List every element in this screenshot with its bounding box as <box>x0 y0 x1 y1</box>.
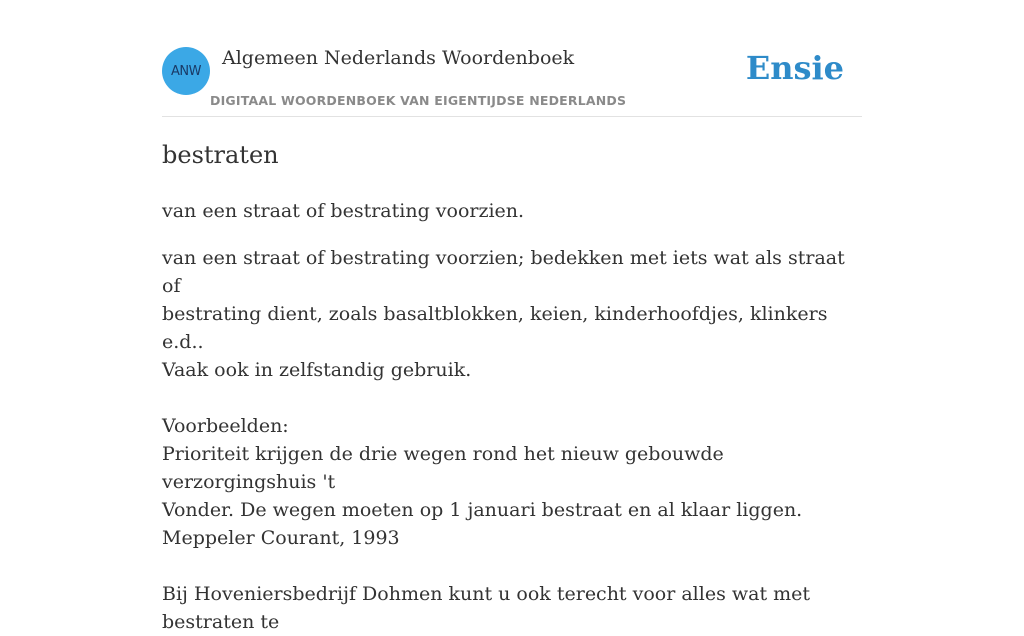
example-source: Meppeler Courant, 1993 <box>162 527 400 549</box>
definition-line: bestrating dient, zoals basaltblokken, keien, kinderhoofdjes, klinkers e.d.. <box>162 303 828 353</box>
definition-line: van een straat of bestrating voorzien; bedekken met iets wat als straat of <box>162 247 845 297</box>
short-definition: van een straat of bestrating voorzien. <box>162 200 525 222</box>
site-title[interactable]: Algemeen Nederlands Woordenboek <box>222 47 575 69</box>
example-1 <box>162 440 862 552</box>
example-line: Bij Hoveniersbedrijf Dohmen kunt u ook terecht voor alles wat met bestraten te <box>162 583 811 633</box>
site-subtitle: DIGITAAL WOORDENBOEK VAN EIGENTIJDSE NEDERLANDS <box>210 93 627 108</box>
example-line: Vonder. De wegen moeten op 1 januari bestraat en al klaar liggen. <box>162 499 803 521</box>
examples-label: Voorbeelden: <box>162 415 289 437</box>
site-header <box>162 46 862 117</box>
entry-word: bestraten <box>162 141 279 169</box>
entry-content <box>162 139 862 636</box>
example-2 <box>162 580 862 636</box>
definition <box>162 244 862 384</box>
definition-line: Vaak ook in zelfstandig gebruik. <box>162 359 472 381</box>
anw-logo[interactable]: ANW <box>162 47 210 95</box>
example-line: Prioriteit krijgen de drie wegen rond het nieuw gebouwde verzorgingshuis 't <box>162 443 724 493</box>
ensie-brand-link[interactable]: Ensie <box>745 49 844 87</box>
